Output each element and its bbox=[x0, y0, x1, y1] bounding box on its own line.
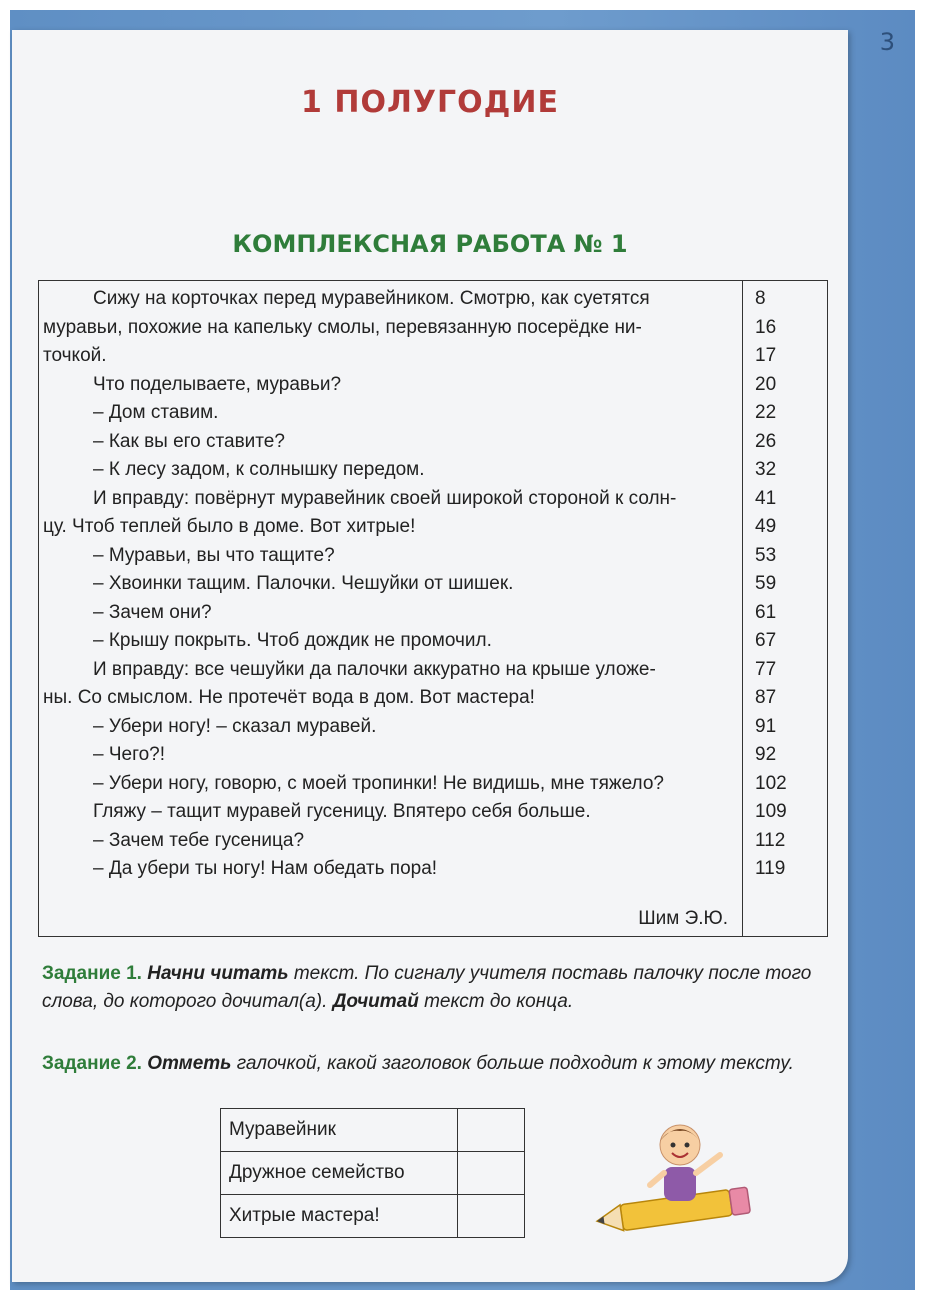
task-1-bold-1: Начни читать bbox=[147, 963, 289, 984]
title-choice-table bbox=[220, 1108, 525, 1238]
word-count: 53 bbox=[755, 544, 777, 566]
word-count: 8 bbox=[755, 288, 766, 309]
text-line: – Дом ставим. bbox=[93, 402, 219, 423]
text-line: точкой. bbox=[43, 345, 107, 366]
option-row bbox=[221, 1195, 525, 1238]
word-count: 109 bbox=[755, 801, 787, 822]
task-2-bold-1: Отметь bbox=[147, 1053, 232, 1074]
word-count-column bbox=[755, 285, 787, 884]
word-count: 59 bbox=[755, 573, 777, 594]
word-count: 26 bbox=[755, 430, 777, 452]
word-count: 61 bbox=[755, 601, 777, 623]
reading-text-box bbox=[38, 280, 828, 937]
work-title: КОМПЛЕКСНАЯ РАБОТА № 1 bbox=[232, 230, 628, 258]
option-label: Дружное семейство bbox=[221, 1152, 458, 1195]
word-count: 20 bbox=[755, 373, 777, 395]
text-line: ны. Со смыслом. Не протечёт вода в дом. Вот мастера! bbox=[43, 687, 535, 708]
text-lines bbox=[43, 285, 676, 884]
text-line: – Зачем тебе гусеница? bbox=[93, 829, 305, 851]
text-line: – Да убери ты ногу! Нам обедать пора! bbox=[93, 858, 438, 879]
task-1-text-1: текст. По сигналу учителя поставь палочку после того слова, до которого дочитал(а). bbox=[42, 963, 812, 1012]
text-line: И вправду: повёрнут муравейник своей широкой стороной к солн- bbox=[93, 487, 677, 509]
word-count: 87 bbox=[755, 687, 777, 708]
option-checkbox[interactable] bbox=[458, 1195, 525, 1238]
word-count: 17 bbox=[755, 345, 777, 366]
option-checkbox[interactable] bbox=[458, 1152, 525, 1195]
text-line: – Крышу покрыть. Чтоб дождик не промочил. bbox=[93, 630, 492, 651]
task-1-bold-2: Дочитай bbox=[332, 991, 419, 1012]
text-line: – Муравьи, вы что тащите? bbox=[93, 544, 335, 566]
word-count: 32 bbox=[755, 459, 777, 480]
word-count: 16 bbox=[755, 316, 777, 338]
task-1 bbox=[42, 960, 822, 1016]
word-count: 102 bbox=[755, 772, 787, 794]
text-line: Сижу на корточках перед муравейником. Смотрю, как суетятся bbox=[93, 288, 650, 309]
text-line: – Чего?! bbox=[93, 744, 166, 765]
word-count: 41 bbox=[755, 487, 777, 509]
kid-on-pencil-illustration bbox=[592, 1115, 762, 1265]
task-2-text-1: галочкой, какой заголовок больше подходит к этому тексту. bbox=[231, 1053, 794, 1074]
text-line: – Зачем они? bbox=[93, 601, 212, 623]
option-checkbox[interactable] bbox=[458, 1109, 525, 1152]
word-count: 119 bbox=[755, 858, 786, 879]
task-1-text-2: текст до конца. bbox=[418, 991, 574, 1012]
option-label: Хитрые мастера! bbox=[221, 1195, 458, 1238]
text-line: цу. Чтоб теплей было в доме. Вот хитрые! bbox=[43, 516, 416, 537]
worksheet-page bbox=[12, 30, 848, 1282]
task-2-label: Задание 2. bbox=[42, 1053, 142, 1074]
text-line: – Убери ногу! – сказал муравей. bbox=[93, 715, 377, 737]
page-number: 3 bbox=[879, 28, 895, 56]
text-line: – Хвоинки тащим. Палочки. Чешуйки от шишек. bbox=[93, 573, 514, 594]
text-line: – Убери ногу, говорю, с моей тропинки! Не видишь, мне тяжело? bbox=[93, 772, 664, 794]
text-line: – Как вы его ставите? bbox=[93, 430, 285, 452]
word-count: 22 bbox=[755, 402, 777, 423]
option-row bbox=[221, 1152, 525, 1195]
word-count: 91 bbox=[755, 715, 777, 737]
word-count: 77 bbox=[755, 658, 777, 680]
text-line: – К лесу задом, к солнышку передом. bbox=[93, 459, 425, 480]
author: Шим Э.Ю. bbox=[638, 908, 728, 929]
section-title: 1 ПОЛУГОДИЕ bbox=[301, 85, 559, 120]
task-2 bbox=[42, 1050, 822, 1078]
text-line: И вправду: все чешуйки да палочки аккуратно на крыше уложе- bbox=[93, 658, 656, 680]
task-1-label: Задание 1. bbox=[42, 963, 142, 984]
word-count: 67 bbox=[755, 630, 777, 651]
word-count: 112 bbox=[755, 829, 786, 851]
option-label: Муравейник bbox=[221, 1109, 458, 1152]
text-line: Гляжу – тащит муравей гусеницу. Впятеро себя больше. bbox=[93, 801, 591, 822]
text-line: Что поделываете, муравьи? bbox=[93, 373, 342, 395]
option-row bbox=[221, 1109, 525, 1152]
text-line: муравьи, похожие на капельку смолы, перевязанную посерёдке ни- bbox=[43, 316, 642, 338]
text-column bbox=[39, 281, 743, 936]
word-count: 49 bbox=[755, 516, 777, 537]
word-count: 92 bbox=[755, 744, 777, 765]
